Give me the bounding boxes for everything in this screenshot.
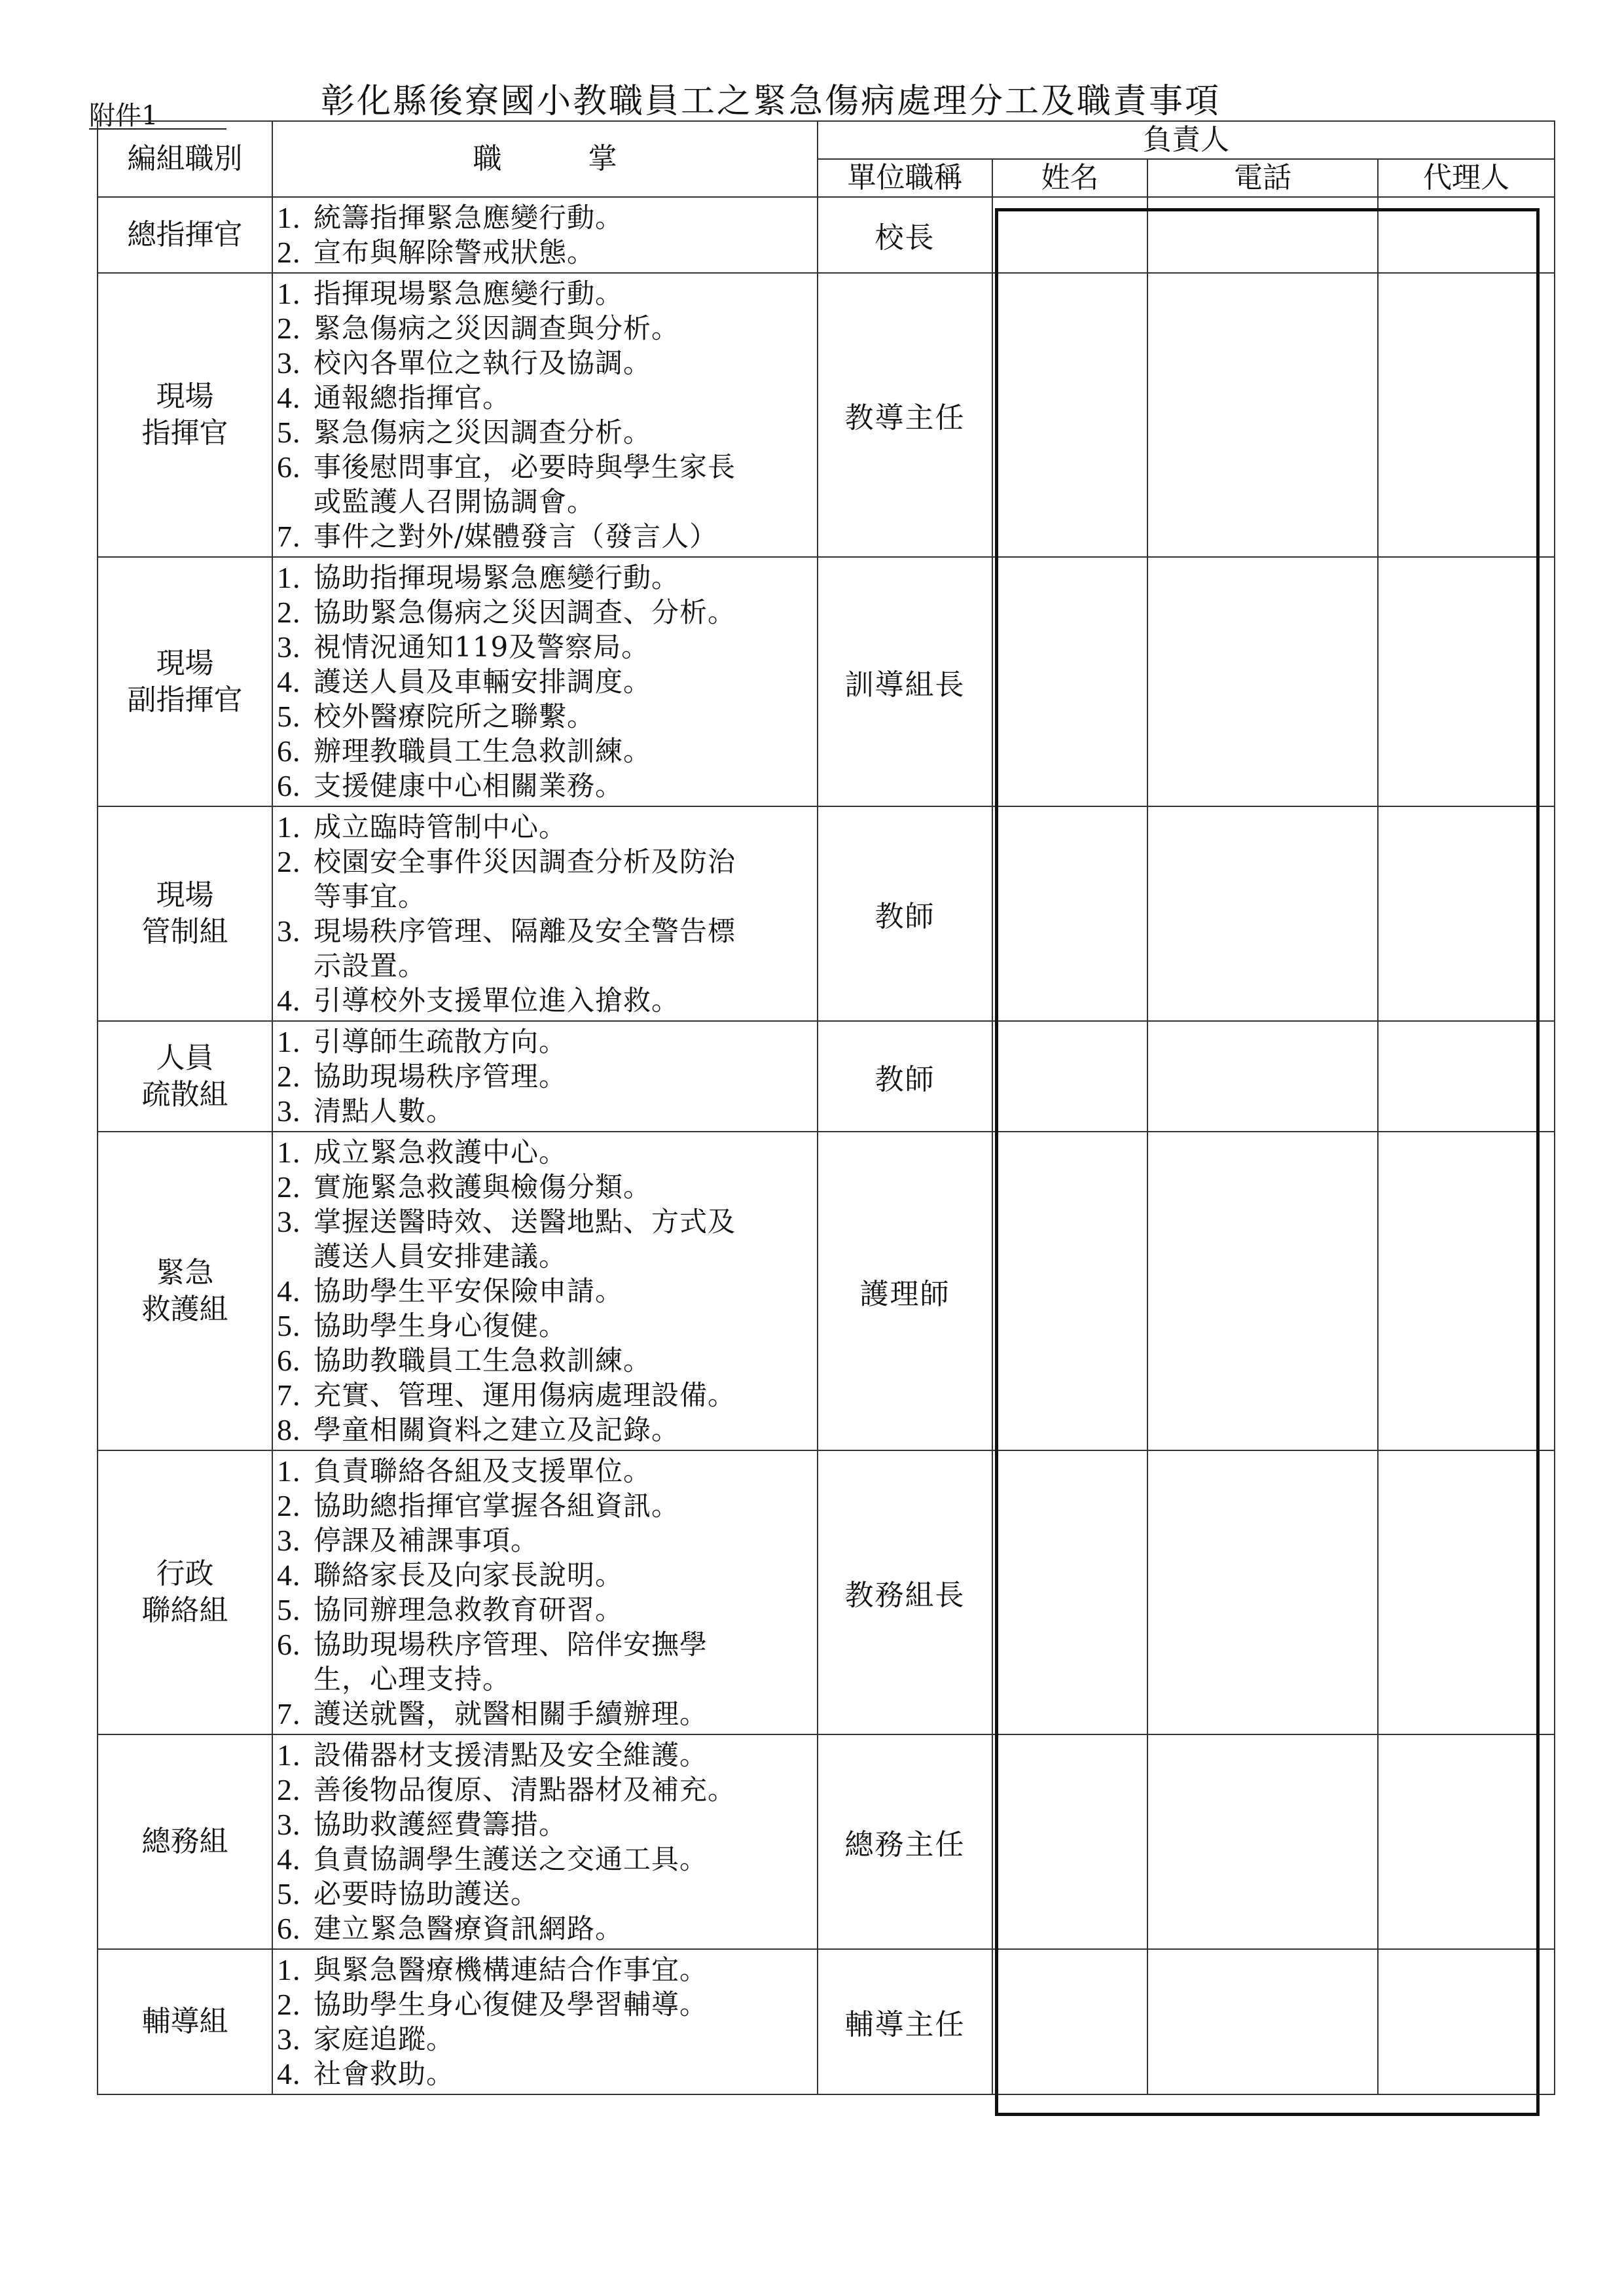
- duty-item: [277, 768, 813, 803]
- duty-list: [277, 1454, 813, 1731]
- duty-text-line: 事後慰問事宜，必要時與學生家長: [314, 451, 736, 483]
- duty-number: 3.: [277, 1094, 301, 1128]
- duty-item: [277, 1627, 813, 1696]
- duty-text: [314, 1343, 651, 1378]
- unit-title-cell: 校長: [818, 197, 992, 273]
- duty-list: [277, 1024, 813, 1128]
- duty-text-line: 協助指揮現場緊急應變行動。: [314, 562, 680, 594]
- duty-number: 4.: [277, 1558, 301, 1592]
- duty-number: 6.: [277, 734, 301, 768]
- duty-cell: [272, 1949, 818, 2094]
- duty-text-line: 與緊急醫療機構連結合作事宜。: [314, 1954, 708, 1986]
- duty-text-line: 緊急傷病之災因調查與分析。: [314, 312, 680, 344]
- duty-item: [277, 2056, 813, 2091]
- duty-text-line: 協助教職員工生急救訓練。: [314, 1344, 652, 1376]
- duty-list: [277, 1952, 813, 2091]
- duty-number: 3.: [277, 1524, 301, 1557]
- duty-number: 3.: [277, 1205, 301, 1238]
- header-name: 姓名: [992, 159, 1147, 197]
- duty-cell: [272, 557, 818, 806]
- duty-text: [314, 1523, 539, 1558]
- duty-number: 6.: [277, 769, 301, 802]
- duty-number: 1.: [277, 1454, 301, 1488]
- duty-text-line: 或監護人召開協調會。: [314, 486, 596, 518]
- duty-text: [314, 1488, 679, 1523]
- duty-item: [277, 415, 813, 450]
- duty-item: [277, 1911, 813, 1946]
- duty-text-line: 掌握送醫時效、送醫地點、方式及: [314, 1206, 736, 1238]
- header-group-column: 編組職別: [98, 121, 272, 197]
- duty-text: [314, 1911, 623, 1946]
- duty-item: [277, 1094, 813, 1128]
- header-unit-title: 單位職稱: [818, 159, 992, 197]
- duty-text: [314, 380, 511, 415]
- duty-text-line: 緊急傷病之災因調查分析。: [314, 416, 652, 448]
- group-name-line: 總指揮官: [127, 218, 243, 251]
- duty-item: [277, 450, 813, 519]
- duty-text: [314, 1876, 539, 1911]
- group-name-line: 疏散組: [141, 1077, 228, 1111]
- duty-cell: [272, 1734, 818, 1949]
- duty-number: 5.: [277, 1877, 301, 1910]
- group-name-cell: [98, 1949, 272, 2094]
- duty-item: [277, 1772, 813, 1807]
- duty-list: [277, 810, 813, 1018]
- duty-text-line: 學童相關資料之建立及記錄。: [314, 1414, 680, 1446]
- document-title: 彰化縣後寮國小教職員工之緊急傷病處理分工及職責事項: [321, 82, 1221, 121]
- duty-number: 2.: [277, 312, 301, 345]
- group-name-cell: [98, 1450, 272, 1734]
- duty-text-line: 指揮現場緊急應變行動。: [314, 278, 624, 310]
- duty-text-line: 協助總指揮官掌握各組資訊。: [314, 1490, 680, 1522]
- duty-cell: [272, 1021, 818, 1132]
- duty-number: 1.: [277, 1025, 301, 1058]
- unit-title-cell: 總務主任: [818, 1734, 992, 1949]
- duty-number: 6.: [277, 1344, 301, 1377]
- duty-number: 2.: [277, 845, 301, 878]
- duty-item: [277, 1842, 813, 1876]
- duty-item: [277, 1135, 813, 1170]
- duty-number: 2.: [277, 236, 301, 269]
- duty-number: 6.: [277, 450, 301, 484]
- duty-text: [314, 2022, 454, 2056]
- duty-item: [277, 1558, 813, 1592]
- duty-text-line: 校內各單位之執行及協調。: [314, 347, 652, 379]
- duty-item: [277, 200, 813, 235]
- duty-text-line: 護送人員及車輛安排調度。: [314, 666, 652, 698]
- group-name-cell: [98, 273, 272, 557]
- duty-number: 1.: [277, 1136, 301, 1169]
- duty-text: [314, 276, 623, 311]
- duty-item: [277, 1488, 813, 1523]
- duty-number: 5.: [277, 700, 301, 733]
- duty-text-line: 生，心理支持。: [314, 1663, 511, 1695]
- group-name-line: 聯絡組: [141, 1594, 228, 1627]
- duty-item: [277, 2022, 813, 2056]
- duty-number: 6.: [277, 1912, 301, 1945]
- group-name-line: 總務組: [141, 1825, 228, 1858]
- duty-text-line: 停課及補課事項。: [314, 1524, 539, 1556]
- duty-text-line: 協助救護經費籌措。: [314, 1808, 568, 1840]
- duty-text: [314, 914, 736, 983]
- duty-text: [314, 1807, 567, 1842]
- duty-text: [314, 1627, 708, 1696]
- duty-number: 3.: [277, 1808, 301, 1841]
- duty-text: [314, 1558, 623, 1592]
- duty-item: [277, 844, 813, 914]
- group-name-line: 人員: [156, 1041, 214, 1075]
- duty-text: [314, 415, 651, 450]
- duty-list: [277, 276, 813, 554]
- duty-item: [277, 1308, 813, 1343]
- duty-number: 5.: [277, 1593, 301, 1626]
- duty-text-line: 校園安全事件災因調查分析及防治: [314, 846, 736, 878]
- duty-number: 1.: [277, 561, 301, 594]
- duty-text-line: 協同辦理急救教育研習。: [314, 1594, 624, 1626]
- duty-text-line: 社會救助。: [314, 2058, 455, 2090]
- duty-item: [277, 595, 813, 630]
- duty-item: [277, 1738, 813, 1772]
- duty-text: [314, 595, 736, 630]
- duty-text: [314, 844, 736, 914]
- duty-text-line: 成立臨時管制中心。: [314, 811, 568, 843]
- duty-cell: [272, 273, 818, 557]
- duty-text-line: 充實、管理、運用傷病處理設備。: [314, 1379, 736, 1411]
- duty-number: 5.: [277, 416, 301, 449]
- duty-number: 7.: [277, 1697, 301, 1731]
- duty-text: [314, 1094, 454, 1128]
- duty-item: [277, 1378, 813, 1412]
- duty-number: 3.: [277, 2022, 301, 2056]
- header-owner: 負責人: [818, 121, 1555, 159]
- duty-text-line: 辦理教職員工生急救訓練。: [314, 735, 652, 767]
- unit-title-cell: 護理師: [818, 1132, 992, 1450]
- duty-text: [314, 1059, 567, 1094]
- duty-text-line: 現場秩序管理、隔離及安全警告標: [314, 915, 736, 947]
- duty-item: [277, 1454, 813, 1488]
- duty-cell: [272, 1450, 818, 1734]
- duty-text-line: 護送就醫，就醫相關手續辦理。: [314, 1698, 708, 1730]
- duty-item: [277, 380, 813, 415]
- duty-item: [277, 560, 813, 595]
- duty-item: [277, 519, 813, 554]
- header-deputy: 代理人: [1378, 159, 1555, 197]
- duty-text-line: 善後物品復原、清點器材及補充。: [314, 1774, 736, 1806]
- duty-text: [314, 734, 651, 768]
- duty-text-line: 建立緊急醫療資訊網路。: [314, 1912, 624, 1945]
- duty-text-line: 支援健康中心相關業務。: [314, 770, 624, 802]
- duty-item: [277, 1592, 813, 1627]
- group-name-line: 行政: [156, 1557, 214, 1590]
- attachment-label: 附件1: [89, 101, 158, 131]
- duty-text-line: 必要時協助護送。: [314, 1878, 539, 1910]
- duty-item: [277, 1412, 813, 1447]
- duty-text-line: 校外醫療院所之聯繫。: [314, 700, 596, 732]
- duty-text: [314, 1738, 708, 1772]
- unit-title-cell: 訓導組長: [818, 557, 992, 806]
- duty-item: [277, 1204, 813, 1274]
- group-name-line: 緊急: [156, 1255, 214, 1289]
- duty-item: [277, 699, 813, 734]
- duty-number: 4.: [277, 381, 301, 414]
- duty-list: [277, 1135, 813, 1447]
- duty-cell: [272, 806, 818, 1021]
- duty-number: 2.: [277, 1988, 301, 2021]
- duty-text: [314, 2056, 454, 2091]
- duty-text: [314, 346, 651, 380]
- duty-text: [314, 1412, 679, 1447]
- duty-text-line: 等事宜。: [314, 880, 427, 912]
- duty-text-line: 事件之對外/媒體發言（發言人）: [314, 520, 718, 552]
- duty-number: 2.: [277, 1060, 301, 1093]
- group-name-cell: [98, 1021, 272, 1132]
- duty-item: [277, 346, 813, 380]
- owner-info-frame: [995, 208, 1540, 2116]
- duty-item: [277, 734, 813, 768]
- duty-number: 1.: [277, 277, 301, 310]
- duty-text: [314, 768, 623, 803]
- unit-title-cell: 教師: [818, 806, 992, 1021]
- duty-text: [314, 1592, 623, 1627]
- duty-text: [314, 1170, 651, 1204]
- duty-item: [277, 630, 813, 664]
- duty-text-line: 協助現場秩序管理、陪伴安撫學: [314, 1628, 708, 1660]
- duty-number: 2.: [277, 1170, 301, 1204]
- duty-number: 4.: [277, 1274, 301, 1308]
- duty-text-line: 護送人員安排建議。: [314, 1240, 568, 1272]
- duty-number: 3.: [277, 346, 301, 380]
- group-name-line: 副指揮官: [127, 683, 243, 717]
- duty-item: [277, 1343, 813, 1378]
- unit-title-cell: 教師: [818, 1021, 992, 1132]
- duty-text: [314, 519, 717, 554]
- duty-item: [277, 914, 813, 983]
- unit-title-cell: 教務組長: [818, 1450, 992, 1734]
- duty-item: [277, 276, 813, 311]
- duty-item: [277, 1807, 813, 1842]
- duty-text-line: 負責協調學生護送之交通工具。: [314, 1843, 708, 1875]
- duty-text-line: 負責聯絡各組及支援單位。: [314, 1455, 652, 1487]
- group-name-line: 指揮官: [141, 416, 228, 450]
- duty-text-line: 宣布與解除警戒狀態。: [314, 236, 596, 268]
- group-name-line: 現場: [156, 380, 214, 413]
- duty-list: [277, 1738, 813, 1946]
- duty-text: [314, 560, 679, 595]
- duty-cell: [272, 1132, 818, 1450]
- duty-text: [314, 1308, 567, 1343]
- duty-item: [277, 983, 813, 1018]
- group-name-cell: [98, 806, 272, 1021]
- duty-list: [277, 200, 813, 270]
- duty-cell: [272, 197, 818, 273]
- unit-title-cell: 輔導主任: [818, 1949, 992, 2094]
- duty-item: [277, 1274, 813, 1308]
- duty-item: [277, 235, 813, 270]
- group-name-line: 現場: [156, 878, 214, 912]
- duty-text: [314, 450, 736, 519]
- duty-text: [314, 1454, 651, 1488]
- duty-text-line: 引導校外支援單位進入搶救。: [314, 984, 680, 1016]
- header-duty-column: 職 掌: [272, 121, 818, 197]
- duty-text-line: 引導師生疏散方向。: [314, 1026, 568, 1058]
- group-name-cell: [98, 1132, 272, 1450]
- duty-text-line: 清點人數。: [314, 1095, 455, 1127]
- duty-text: [314, 1952, 708, 1987]
- duty-text: [314, 664, 651, 699]
- duty-text-line: 協助緊急傷病之災因調查、分析。: [314, 596, 736, 628]
- duty-item: [277, 664, 813, 699]
- duty-text-line: 協助學生平安保險申請。: [314, 1275, 624, 1307]
- duty-item: [277, 1170, 813, 1204]
- header-phone: 電話: [1147, 159, 1378, 197]
- duty-number: 3.: [277, 630, 301, 664]
- group-name-line: 輔導組: [141, 2005, 228, 2038]
- duty-number: 1.: [277, 1738, 301, 1772]
- group-name-cell: [98, 1734, 272, 1949]
- duty-number: 1.: [277, 810, 301, 844]
- duty-number: 7.: [277, 520, 301, 553]
- group-name-line: 救護組: [141, 1292, 228, 1326]
- duty-number: 2.: [277, 1773, 301, 1806]
- duty-list: [277, 560, 813, 803]
- duty-number: 3.: [277, 914, 301, 948]
- duty-text: [314, 1378, 736, 1412]
- duty-text: [314, 200, 623, 235]
- duty-text: [314, 810, 567, 844]
- duty-text: [314, 630, 649, 664]
- duty-number: 4.: [277, 1842, 301, 1876]
- duty-text-line: 協助學生身心復健及學習輔導。: [314, 1988, 708, 2020]
- duty-text: [314, 311, 679, 346]
- duty-number: 2.: [277, 596, 301, 629]
- duty-text-line: 成立緊急救護中心。: [314, 1136, 568, 1168]
- duty-text-line: 視情況通知119及警察局。: [314, 631, 650, 663]
- group-name-line: 現場: [156, 646, 214, 680]
- duty-number: 1.: [277, 1953, 301, 1986]
- duty-item: [277, 1024, 813, 1059]
- duty-text-line: 實施緊急救護與檢傷分類。: [314, 1171, 652, 1203]
- duty-text: [314, 699, 595, 734]
- duty-number: 1.: [277, 201, 301, 234]
- duty-item: [277, 810, 813, 844]
- duty-text: [314, 1772, 736, 1807]
- duty-item: [277, 1987, 813, 2022]
- duty-number: 7.: [277, 1378, 301, 1412]
- duty-text-line: 示設置。: [314, 950, 427, 982]
- duty-number: 5.: [277, 1309, 301, 1342]
- duty-text-line: 協助現場秩序管理。: [314, 1060, 568, 1092]
- group-name-cell: [98, 557, 272, 806]
- duty-text-line: 家庭追蹤。: [314, 2023, 455, 2055]
- duty-text-line: 聯絡家長及向家長說明。: [314, 1559, 624, 1591]
- duty-text: [314, 1204, 736, 1274]
- duty-item: [277, 1523, 813, 1558]
- duty-number: 4.: [277, 2057, 301, 2090]
- duty-text: [314, 1135, 567, 1170]
- duty-number: 8.: [277, 1413, 301, 1446]
- duty-number: 4.: [277, 665, 301, 698]
- duty-item: [277, 1696, 813, 1731]
- duty-text: [314, 1024, 567, 1059]
- duty-text: [314, 1987, 708, 2022]
- duty-item: [277, 311, 813, 346]
- duty-text-line: 統籌指揮緊急應變行動。: [314, 202, 624, 234]
- duty-text-line: 通報總指揮官。: [314, 382, 511, 414]
- duty-item: [277, 1952, 813, 1987]
- duty-text-line: 設備器材支援清點及安全維護。: [314, 1739, 708, 1771]
- duty-text: [314, 1842, 708, 1876]
- duty-item: [277, 1876, 813, 1911]
- group-name-cell: [98, 197, 272, 273]
- duty-text-line: 協助學生身心復健。: [314, 1310, 568, 1342]
- unit-title-cell: 教導主任: [818, 273, 992, 557]
- duty-text: [314, 1274, 623, 1308]
- duty-number: 6.: [277, 1628, 301, 1661]
- duty-text: [314, 983, 679, 1018]
- duty-item: [277, 1059, 813, 1094]
- group-name-line: 管制組: [141, 915, 228, 948]
- duty-text: [314, 1696, 708, 1731]
- duty-number: 4.: [277, 984, 301, 1017]
- duty-text: [314, 235, 595, 270]
- duty-number: 2.: [277, 1489, 301, 1522]
